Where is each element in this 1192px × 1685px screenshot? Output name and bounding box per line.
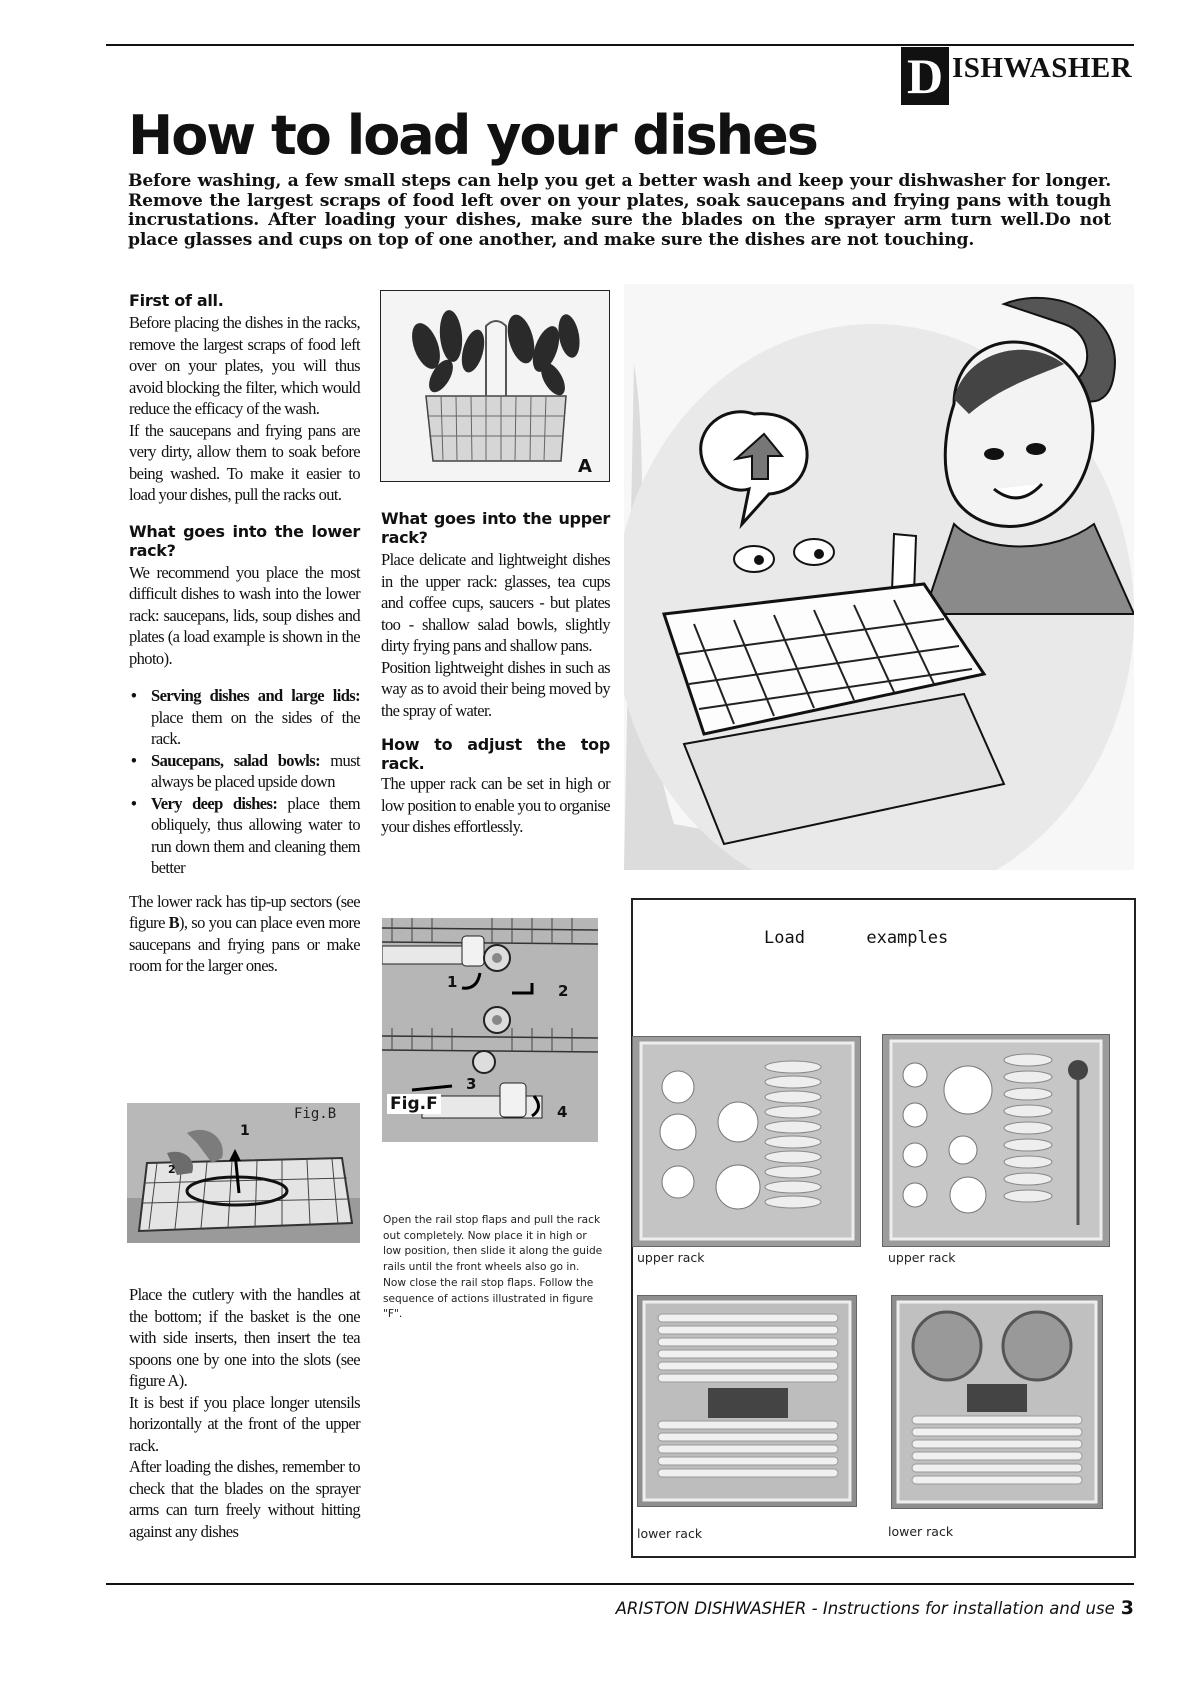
lower-rack-photo-2 xyxy=(891,1295,1103,1509)
first-heading: First of all. xyxy=(129,291,224,310)
page-title: How to load your dishes xyxy=(128,104,817,167)
cutlery-paragraph-3: After loading the dishes, remember to check that the blades on the sprayer arms can turn freely without hitting against any dishes xyxy=(129,1457,360,1541)
bullet-item: • Saucepans, salad bowls: must always be placed upside down xyxy=(129,750,360,793)
figure-f-caption: Open the rail stop flaps and pull the rack out completely. Now place it in high or low position, then slide it along the guide rails until the front wheels also go in. Now close the rail stop flaps. Follow the sequence of actions illustrated in figure "F". xyxy=(383,1214,603,1321)
footer-text: ARISTON DISHWASHER - Instructions for installation and use xyxy=(615,1599,1115,1618)
header-word: ISHWASHER xyxy=(952,52,1133,84)
column-middle xyxy=(381,509,610,838)
adjust-paragraph: The upper rack can be set in high or low position to enable you to organise your dishes effortlessly. xyxy=(381,774,610,836)
lower-rack-heading: What goes into the lower rack? xyxy=(129,521,360,560)
header-initial: D xyxy=(901,47,949,105)
cutlery-paragraph-2: It is best if you place longer utensils horizontally at the front of the upper rack. xyxy=(129,1392,360,1455)
top-rule xyxy=(106,44,1134,46)
figure-a-photo xyxy=(380,290,610,482)
figure-f-step-1: 1 xyxy=(447,973,458,991)
bullet-item: • Very deep dishes: place them obliquely, thus allowing water to run down them and cleaning them better xyxy=(129,793,360,879)
lower-rack-photo-1 xyxy=(637,1295,857,1507)
bottom-rule xyxy=(106,1583,1134,1585)
upper-rack-photo-2 xyxy=(882,1034,1110,1247)
rack-label: upper rack xyxy=(637,1250,705,1265)
tipup-paragraph: The lower rack has tip-up sectors (see figure B), so you can place even more saucepans and frying pans or make room for the larger ones. xyxy=(129,891,360,975)
cutlery-column xyxy=(129,1284,360,1542)
load-examples-title: Load examples xyxy=(764,928,949,948)
lower-rack-paragraph: We recommend you place the most difficult dishes to wash into the lower rack: saucepans, lids, soup dishes and plates (a load example is shown in the photo). xyxy=(129,562,360,668)
upper-rack-paragraph-2: Position lightweight dishes in such as way as to avoid their being moved by the spray of water. xyxy=(381,657,610,720)
figure-a-label: A xyxy=(578,456,592,477)
figure-b-step-2: 2 xyxy=(168,1163,176,1176)
rack-label: upper rack xyxy=(888,1250,956,1265)
figure-f-step-4: 4 xyxy=(557,1103,568,1121)
rack-label: lower rack xyxy=(888,1524,954,1539)
lower-rack-bullets xyxy=(129,685,360,879)
first-paragraph-2: If the saucepans and frying pans are very dirty, allow them to soak before being washed. To make it easier to load your dishes, pull the racks out. xyxy=(129,420,360,504)
woman-loading-dishwasher-illustration xyxy=(624,284,1134,870)
upper-rack-photo-1 xyxy=(632,1036,861,1247)
footer xyxy=(616,1597,1134,1619)
figure-f-step-3: 3 xyxy=(466,1075,477,1093)
figure-f-step-2: 2 xyxy=(558,982,569,1000)
intro-paragraph: Before washing, a few small steps can help you get a better wash and keep your dishwasher for longer. Remove the largest scraps of food left over on your plates, soak saucepans and frying pans with tough incrustations. After loading your dishes, make sure the blades on the sprayer arm turn well.Do not place glasses and cups on top of one another, and make sure the dishes are not touching. xyxy=(128,171,1111,250)
adjust-heading: How to adjust the top rack. xyxy=(381,735,610,773)
column-left xyxy=(129,291,360,977)
page-number: 3 xyxy=(1120,1597,1134,1619)
cutlery-paragraph-1: Place the cutlery with the handles at the bottom; if the basket is the one with side inserts, then insert the tea spoons one by one into the slots (see figure A). xyxy=(129,1285,360,1390)
figure-b-label: Fig.B xyxy=(294,1106,337,1122)
upper-rack-paragraph-1: Place delicate and lightweight dishes in the upper rack: glasses, tea cups and coffee cups, saucers - but plates too - shallow salad bowls, slightly dirty frying pans and shallow pans. xyxy=(381,550,610,655)
upper-rack-heading: What goes into the upper rack? xyxy=(381,509,610,547)
first-paragraph-1: Before placing the dishes in the racks, remove the largest scraps of food left over on your plates, you will thus avoid blocking the filter, which would reduce the efficacy of the wash. xyxy=(129,313,360,418)
figure-f-label: Fig.F xyxy=(387,1094,441,1114)
bullet-item: • Serving dishes and large lids: place them on the sides of the rack. xyxy=(129,685,360,750)
figure-b-step-1: 1 xyxy=(240,1123,250,1139)
rack-label: lower rack xyxy=(637,1526,703,1541)
